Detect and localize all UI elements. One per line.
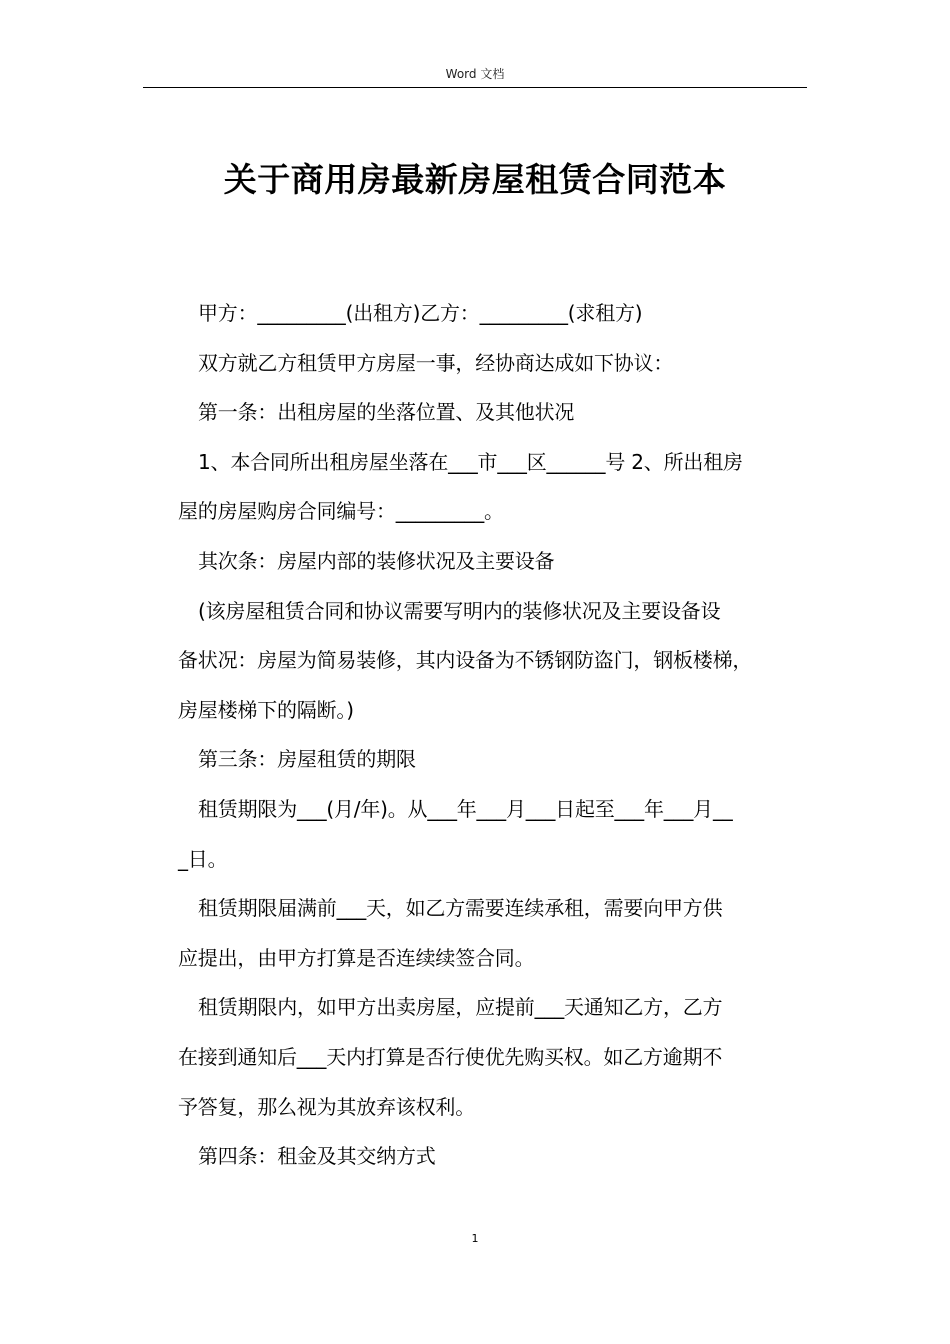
article-2-detail-line-cont: 备状况：房屋为简易装修，其内设备为不锈钢防盗门，钢板楼梯，: [178, 648, 753, 673]
article-2-detail-line: (该房屋租赁合同和协议需要写明内的装修状况及主要设备设: [198, 598, 721, 623]
article-3-term-line: 租赁期限为___(月/年)。从___年___月___日起至___年___月__: [198, 796, 733, 821]
article-2-heading: 其次条：房屋内部的装修状况及主要设备: [198, 548, 555, 573]
header-divider: [143, 87, 807, 88]
article-3-sale-line-cont: 在接到通知后___天内打算是否行使优先购买权。如乙方逾期不: [178, 1044, 723, 1069]
article-3-sale-line: 租赁期限内，如甲方出卖房屋，应提前___天通知乙方，乙方: [198, 995, 723, 1020]
page-number: 1: [471, 1232, 479, 1245]
article-3-renewal-line: 租赁期限届满前___天，如乙方需要连续承租，需要向甲方供: [198, 896, 723, 921]
paragraph-agreement-intro: 双方就乙方租赁甲方房屋一事，经协商达成如下协议：: [198, 350, 674, 375]
article-3-term-line-cont: _日。: [178, 846, 228, 871]
article-3-heading: 第三条：房屋租赁的期限: [198, 747, 416, 772]
article-3-renewal-line-cont: 应提出，由甲方打算是否连续续签合同。: [178, 945, 535, 970]
article-3-sale-line-cont: 予答复，那么视为其放弃该权利。: [178, 1094, 475, 1119]
article-2-detail-line-cont: 房屋楼梯下的隔断。): [178, 697, 354, 722]
article-1-heading: 第一条：出租房屋的坐落位置、及其他状况: [198, 400, 575, 425]
page-header: Word 文档: [445, 67, 505, 81]
paragraph-parties: 甲方：_________(出租方)乙方：_________(求租方): [198, 301, 643, 325]
article-4-heading: 第四条：租金及其交纳方式: [198, 1144, 436, 1169]
document-title: 关于商用房最新房屋租赁合同范本: [223, 160, 727, 199]
document-body: [178, 289, 818, 1182]
article-1-location-line: 1、本合同所出租房屋坐落在___市___区______号 2、所出租房: [198, 449, 743, 474]
article-1-location-line-cont: 屋的房屋购房合同编号：_________。: [178, 499, 504, 524]
